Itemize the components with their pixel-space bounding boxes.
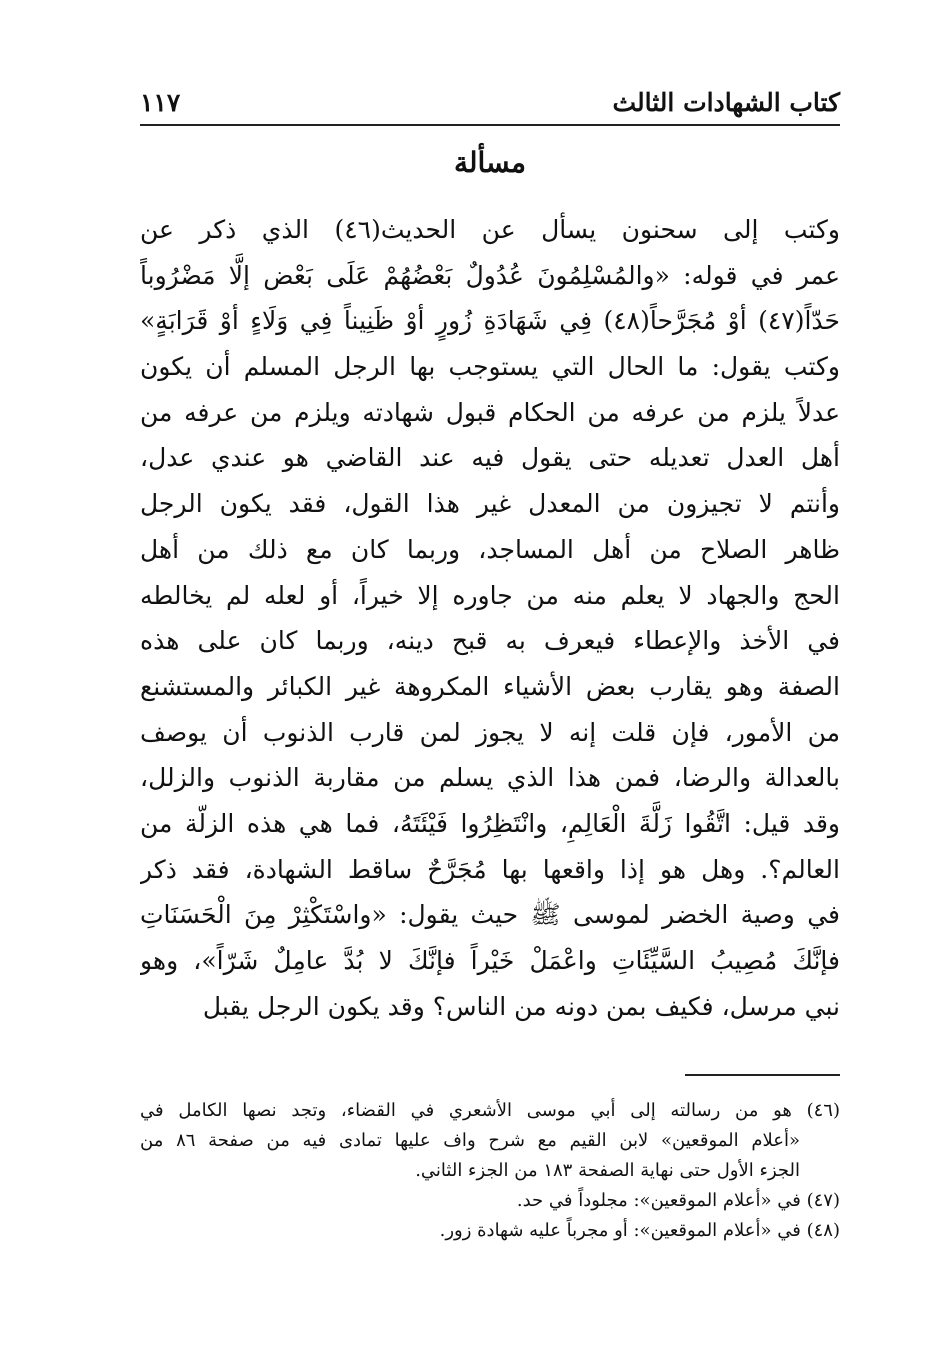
- text-line: نبي مرسل، فكيف بمن دونه من الناس؟ وقد يكون الرجل يقبل: [202, 991, 840, 1021]
- page-number: ١١٧: [140, 88, 181, 117]
- footnote-divider: [685, 1074, 840, 1076]
- footnote-line: (٤٦) هو من رسالته إلى أبي موسى الأشعري في القضاء، وتجد نصها الكامل في: [140, 1100, 840, 1121]
- text-line: ظاهر الصلاح من أهل المساجد، وربما كان مع ذلك من أهل: [140, 534, 840, 564]
- book-title: كتاب الشهادات الثالث: [612, 88, 840, 117]
- text-line: من الأمور، فإن قلت إنه لا يجوز لمن قارب الذنوب أن يوصف: [140, 717, 840, 747]
- text-line: عدلاً يلزم من عرفه من الحكام قبول شهادته ويلزم من عرفه من: [140, 397, 840, 427]
- text-line: عمر في قوله: «والمُسْلِمُونَ عُدُولٌ بَعْضُهُمْ عَلَى بَعْض إلَّا مَضْرُوباً: [140, 260, 840, 290]
- footnote-line: الجزء الأول حتى نهاية الصفحة ١٨٣ من الجزء الثاني.: [415, 1160, 800, 1181]
- text-line: فإنَّكَ مُصِيبُ السَّيِّئَاتِ واعْمَلْ خَيْراً فإنَّكَ لا بُدَّ عامِلٌ شَرّاً»، وهو: [140, 946, 840, 975]
- section-title: مسألة: [453, 146, 527, 179]
- text-line: الصفة وهو يقارب بعض الأشياء المكروهة غير الكبائر والمستشنع: [140, 671, 840, 701]
- running-header: [140, 86, 840, 120]
- text-line: في وصية الخضر لموسى ﷺ حيث يقول: «واسْتَكْثِرْ مِنَ الْحَسَنَاتِ: [140, 900, 840, 930]
- text-line: حَدّاً(٤٧) أوْ مُجَرَّحاً(٤٨) فِي شَهَادَةِ زُورٍ أوْ ظَنِيناً فِي وَلَاءٍ أوْ قَرَابَةٍ»: [140, 306, 840, 336]
- footnote-line: (٤٧) في «أعلام الموقعين»: مجلوداً في حد.: [516, 1190, 840, 1211]
- text-line: أهل العدل تعديله حتى يقول فيه عند القاضي هو عندي عدل،: [140, 443, 840, 473]
- text-line: وكتب يقول: ما الحال التي يستوجب بها الرجل المسلم أن يكون: [140, 352, 840, 382]
- text-line: العالم؟. وهل هو إذا واقعها بها مُجَرَّحٌ ساقط الشهادة، فقد ذكر: [140, 854, 840, 884]
- text-line: بالعدالة والرضا، فمن هذا الذي يسلم من مقاربة الذنوب والزلل،: [140, 763, 840, 793]
- footnote-line: «أعلام الموقعين» لابن القيم مع شرح واف عليها تمادى فيه من صفحة ٨٦ من: [140, 1130, 800, 1151]
- text-line: وأنتم لا تجيزون من المعدل غير هذا القول، فقد يكون الرجل: [140, 489, 840, 519]
- text-line: في الأخذ والإعطاء فيعرف به قبح دينه، وربما كان على هذه: [140, 626, 840, 656]
- main-text: [140, 207, 840, 1029]
- footnote-line: (٤٨) في «أعلام الموقعين»: أو مجرباً عليه شهادة زور.: [439, 1220, 840, 1241]
- text-line: الحج والجهاد لا يعلم منه من جاوره إلا خيراً، أو لعله لم يخالطه: [140, 580, 840, 610]
- text-line: وكتب إلى سحنون يسأل عن الحديث(٤٦) الذي ذكر عن: [140, 215, 840, 244]
- footnotes: [140, 1096, 840, 1246]
- text-line: وقد قيل: اتَّقُوا زَلَّةَ الْعَالِمِ، وانْتَظِرُوا فَيْئَتَهُ، فما هي هذه الزلّة من: [140, 808, 840, 838]
- header-divider: [140, 124, 840, 126]
